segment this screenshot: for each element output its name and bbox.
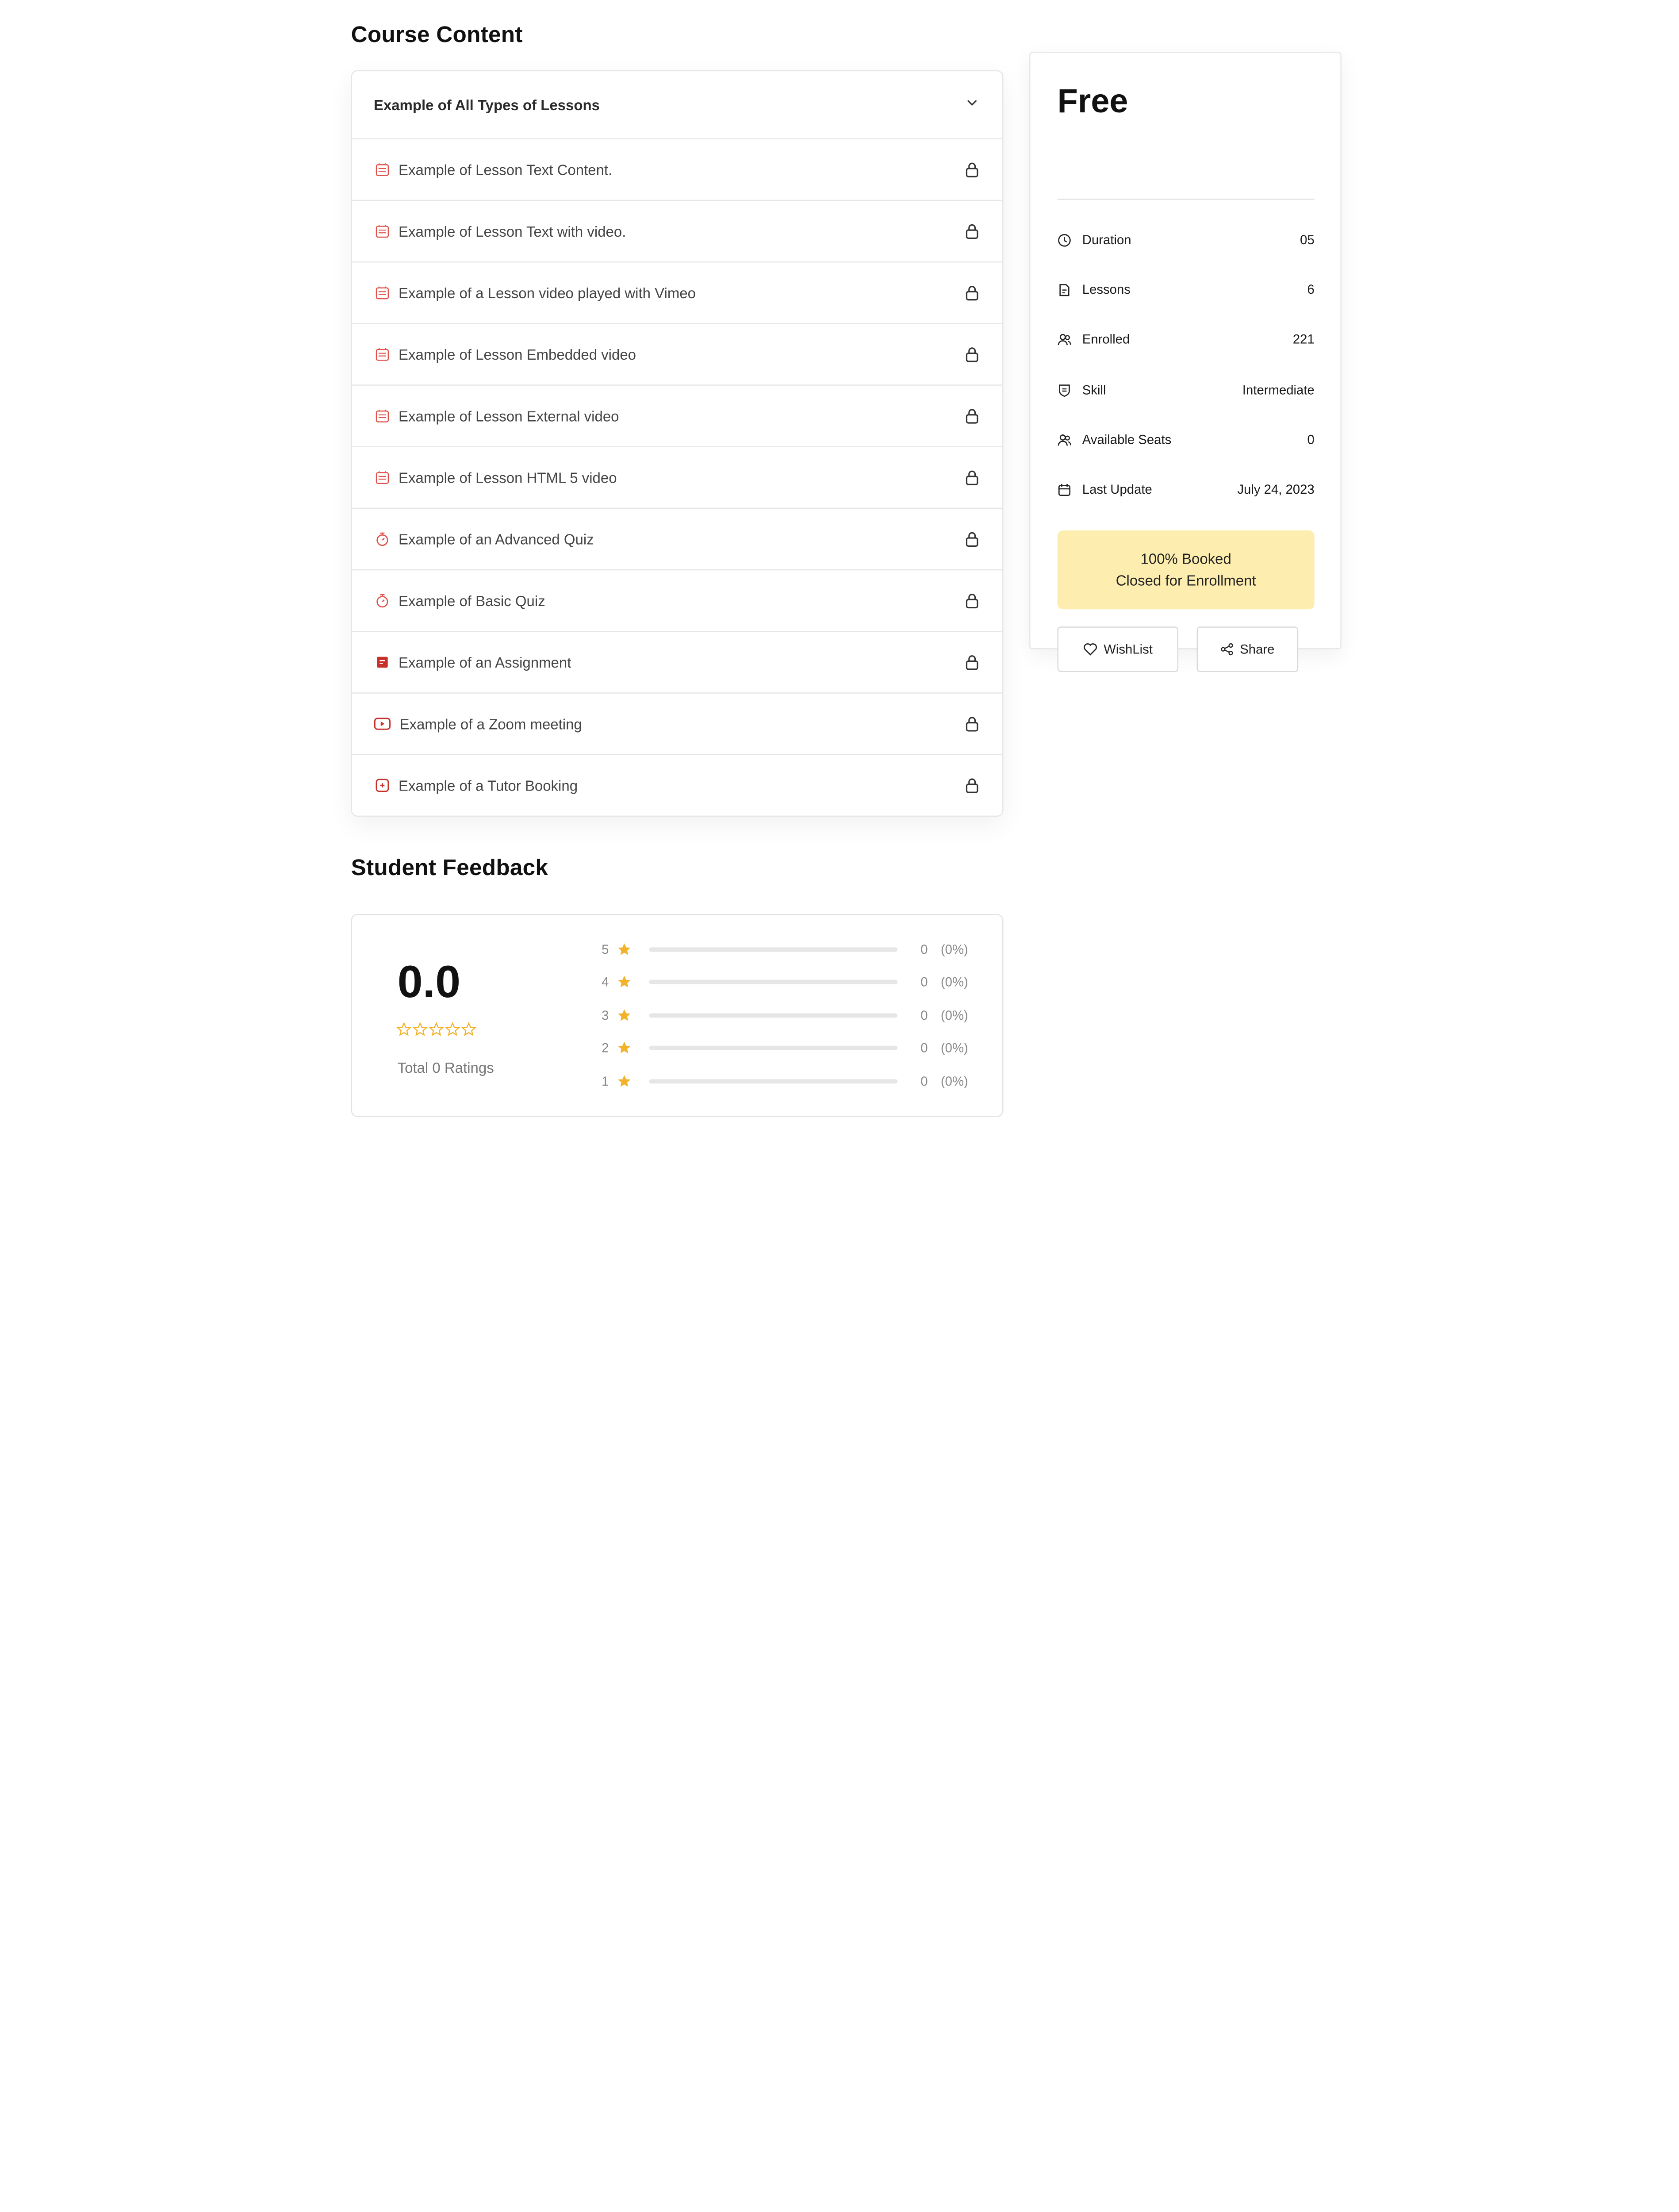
meta-duration: [1058, 229, 1315, 251]
feedback-card: [351, 914, 1004, 1117]
lesson-icon: [374, 346, 390, 363]
meta-value: 05: [1300, 232, 1315, 248]
booked-status: 100% Booked: [1140, 550, 1231, 567]
lock-icon: [963, 284, 981, 301]
rating-breakdown-row: [602, 1039, 969, 1056]
lesson-row[interactable]: [352, 139, 1002, 201]
star-outline-icon: [413, 1022, 428, 1037]
lesson-row[interactable]: [352, 570, 1002, 632]
lesson-row[interactable]: [352, 386, 1002, 447]
lock-icon: [963, 346, 981, 363]
rating-breakdown-row: [602, 941, 969, 958]
meta-lessons: [1058, 279, 1315, 300]
lesson-title: Example of Lesson Text with video.: [399, 223, 626, 239]
lesson-icon: [374, 223, 390, 239]
rating-count: 0: [920, 1074, 928, 1089]
meta-available-seats: [1058, 429, 1315, 450]
rating-count: 0: [920, 974, 928, 990]
lesson-title: Example of Lesson HTML 5 video: [399, 469, 617, 486]
course-content-title: Course Content: [351, 23, 523, 48]
rating-breakdown-row: [602, 1073, 969, 1090]
star-filled-icon: [617, 1041, 632, 1056]
lesson-row[interactable]: [352, 324, 1002, 386]
meta-label: Enrolled: [1082, 331, 1130, 347]
rating-count: 0: [920, 942, 928, 957]
meta-label: Last Update: [1082, 482, 1152, 497]
lesson-title: Example of an Advanced Quiz: [399, 531, 594, 547]
lesson-row[interactable]: [352, 509, 1002, 570]
meta-skill: [1058, 379, 1315, 401]
rating-breakdown-row: [602, 1007, 969, 1024]
topic-title: Example of All Types of Lessons: [373, 96, 600, 113]
meta-value: 0: [1307, 432, 1315, 447]
course-content-accordion: [351, 70, 1004, 817]
rating-count: 0: [920, 1040, 928, 1056]
student-feedback-title: Student Feedback: [351, 855, 548, 881]
star-outline-icon: [461, 1022, 476, 1037]
lesson-row[interactable]: [352, 262, 1002, 324]
booking-icon: [374, 777, 390, 794]
wishlist-label: WishList: [1104, 641, 1153, 657]
share-label: Share: [1240, 641, 1275, 657]
lock-icon: [963, 653, 981, 671]
meta-enrolled: [1058, 328, 1315, 350]
rating-bar: [649, 948, 898, 952]
clock-icon: [1058, 233, 1072, 247]
average-star-rating: [396, 1022, 476, 1037]
meta-label: Lessons: [1082, 282, 1131, 297]
shield-icon: [1058, 383, 1072, 397]
enrollment-closed-text: Closed for Enrollment: [1116, 572, 1256, 588]
calendar-icon: [1058, 482, 1072, 496]
share-icon: [1220, 643, 1233, 656]
rating-star-level: 3: [602, 1008, 609, 1023]
rating-percent: (0%): [940, 1008, 968, 1023]
meta-last-update: [1058, 479, 1315, 500]
rating-star-level: 1: [602, 1074, 609, 1089]
lesson-row[interactable]: [352, 447, 1002, 509]
lock-icon: [963, 161, 981, 178]
meta-label: Duration: [1082, 232, 1131, 248]
star-outline-icon: [445, 1022, 460, 1037]
lock-icon: [963, 715, 981, 733]
lock-icon: [963, 592, 981, 609]
meta-value: 221: [1292, 331, 1315, 347]
lesson-row[interactable]: [352, 694, 1002, 755]
lock-icon: [963, 407, 981, 425]
lesson-title: Example of a Tutor Booking: [399, 777, 578, 794]
lesson-icon: [374, 469, 390, 486]
rating-bar: [649, 1014, 898, 1018]
topic-header[interactable]: [352, 71, 1002, 139]
course-price: Free: [1057, 82, 1128, 120]
lock-icon: [963, 223, 981, 240]
average-rating: 0.0: [397, 956, 461, 1007]
lesson-title: Example of a Lesson video played with Vimeo: [399, 284, 696, 301]
document-icon: [1058, 283, 1072, 297]
rating-percent: (0%): [940, 1074, 968, 1089]
meta-value: 6: [1307, 282, 1315, 297]
rating-bar: [649, 1046, 898, 1050]
rating-count: 0: [920, 1008, 928, 1023]
rating-star-level: 4: [602, 974, 609, 990]
star-filled-icon: [617, 975, 632, 990]
meta-value: July 24, 2023: [1237, 482, 1315, 497]
heart-icon: [1083, 643, 1097, 656]
lock-icon: [963, 469, 981, 486]
meta-value: Intermediate: [1242, 382, 1315, 398]
total-ratings: Total 0 Ratings: [397, 1060, 494, 1076]
rating-bar: [649, 1079, 898, 1083]
share-button[interactable]: [1197, 626, 1299, 672]
users-icon: [1058, 433, 1072, 447]
meta-label: Skill: [1082, 382, 1106, 398]
lesson-row[interactable]: [352, 755, 1002, 816]
lesson-title: Example of an Assignment: [399, 654, 571, 671]
lesson-row[interactable]: [352, 632, 1002, 694]
lesson-icon: [374, 284, 390, 301]
zoom-icon: [374, 716, 391, 732]
lesson-title: Example of Lesson External video: [399, 407, 619, 424]
assignment-icon: [374, 654, 390, 671]
wishlist-button[interactable]: [1058, 626, 1178, 672]
users-icon: [1058, 332, 1072, 346]
lesson-title: Example of Lesson Text Content.: [399, 161, 613, 178]
star-outline-icon: [429, 1022, 444, 1037]
rating-breakdown-row: [602, 973, 969, 991]
star-filled-icon: [617, 942, 632, 957]
lesson-title: Example of a Zoom meeting: [399, 715, 582, 732]
quiz-icon: [374, 592, 390, 609]
rating-percent: (0%): [940, 1040, 968, 1056]
lesson-icon: [374, 408, 390, 424]
divider: [1058, 199, 1315, 200]
quiz-icon: [374, 531, 390, 547]
lock-icon: [963, 530, 981, 548]
enrollment-status-banner: [1058, 530, 1315, 609]
lesson-title: Example of Lesson Embedded video: [399, 346, 636, 363]
lesson-title: Example of Basic Quiz: [399, 592, 545, 609]
rating-bar: [649, 980, 898, 984]
lock-icon: [963, 777, 981, 794]
chevron-down-icon: [966, 95, 978, 115]
star-filled-icon: [617, 1074, 632, 1089]
rating-percent: (0%): [940, 974, 968, 990]
star-filled-icon: [617, 1008, 632, 1023]
lesson-icon: [374, 161, 390, 178]
lesson-row[interactable]: [352, 201, 1002, 262]
rating-percent: (0%): [940, 942, 968, 957]
rating-star-level: 2: [602, 1040, 609, 1056]
meta-label: Available Seats: [1082, 432, 1172, 447]
rating-star-level: 5: [602, 942, 609, 957]
star-outline-icon: [396, 1022, 411, 1037]
course-sidebar-card: [1029, 52, 1342, 657]
